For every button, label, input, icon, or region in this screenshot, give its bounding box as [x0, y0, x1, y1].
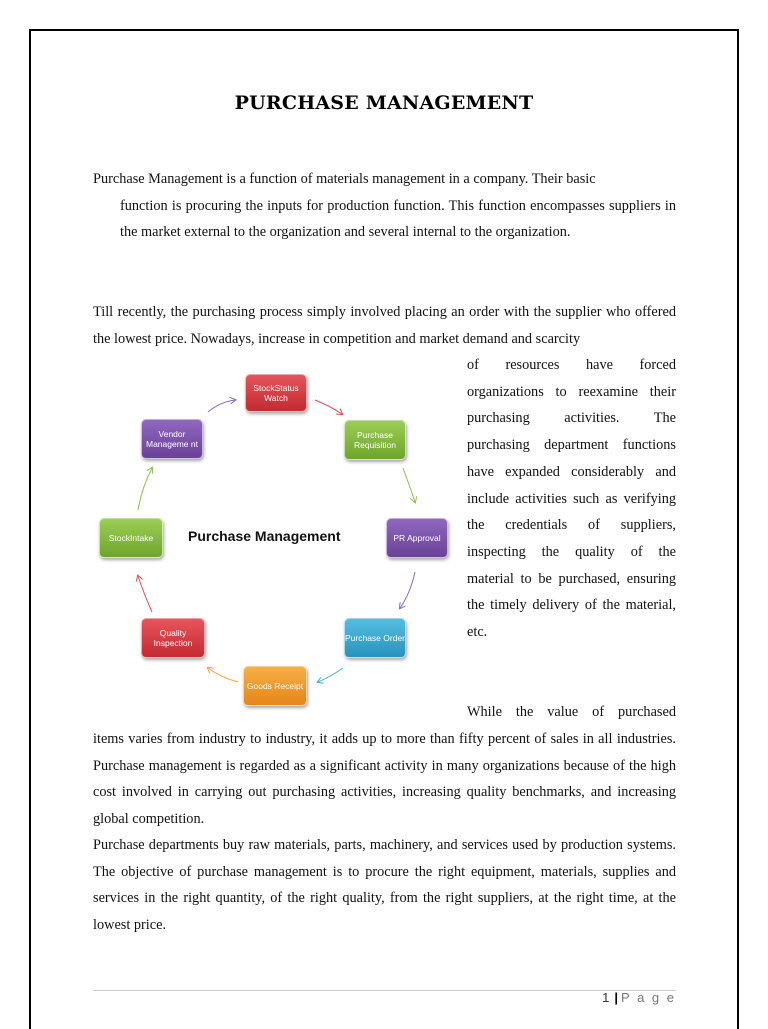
step-goods-receipt: Goods Receipt: [243, 666, 307, 706]
step-stockstatus-watch: StockStatus Watch: [245, 374, 307, 412]
paragraph-3: items varies from industry to industry, it adds up to more than fifty percent of sales in all industries. Purchase management is regarded as a significant activity in many organizations because of the high cost involved in carrying out purchasing activities, increasing quality benchmarks, and increasing global competition.: [93, 731, 676, 828]
page-number: 1: [602, 990, 612, 1005]
step-quality-inspection: Quality Inspection: [141, 618, 205, 658]
document-title: PURCHASE MANAGEMENT: [234, 92, 534, 114]
arrow-order-to-receipt: [318, 668, 343, 682]
footer-divider: [93, 990, 676, 991]
footer-separator: |: [614, 990, 619, 1005]
step-vendor-management: Vendor Manageme nt: [141, 419, 203, 459]
step-purchase-requisition: Purchase Requisition: [344, 420, 406, 460]
step-pr-approval: PR Approval: [386, 518, 448, 558]
paragraph-1-indented: function is procuring the inputs for production function. This function encompasses suppliers in the market external to the organization and several internal to the organization.: [120, 197, 676, 241]
arrow-approval-to-order: [400, 572, 415, 608]
step-stock-intake: StockIntake: [99, 518, 163, 558]
arrow-requisition-to-approval: [403, 468, 415, 502]
page-footer: [602, 990, 676, 1005]
arrow-vendor-to-stock: [208, 400, 235, 412]
diagram-center-label: Purchase Management: [188, 528, 341, 544]
paragraph-2: Till recently, the purchasing process simply involved placing an order with the supplier who offered the lowest price. Nowadays, increase in competition and market demand and scarcity: [93, 304, 676, 347]
arrow-stock-to-requisition: [315, 400, 342, 414]
page-word: P a g e: [621, 990, 676, 1005]
arrow-receipt-to-quality: [208, 668, 238, 682]
paragraph-4: Purchase departments buy raw materials, parts, machinery, and services used by production systems. The objective of purchase management is to procure the right equipment, materials, supplies and services in the right quantity, of the right quality, from the right suppliers, at the right time, at the lowest price.: [93, 837, 676, 934]
paragraph-2-side-text: of resources have forced organizations to reexamine their purchasing activities. The purchasing department functions have expanded considerably and include activities such as verifying the credentials of suppliers, inspecting the quality of the material to be purchased, ensuring the timely delivery of the material, etc.: [467, 357, 676, 641]
step-purchase-order: Purchase Order: [344, 618, 406, 658]
paragraph-1-first-line: Purchase Management is a function of materials management in a company. Their basic: [93, 171, 596, 187]
arrow-quality-to-intake: [138, 576, 152, 612]
paragraph-3-start: While the value of purchased: [467, 704, 676, 720]
arrow-intake-to-vendor: [138, 468, 152, 510]
purchase-cycle-diagram: [90, 362, 460, 714]
paragraph-1: [93, 166, 676, 246]
